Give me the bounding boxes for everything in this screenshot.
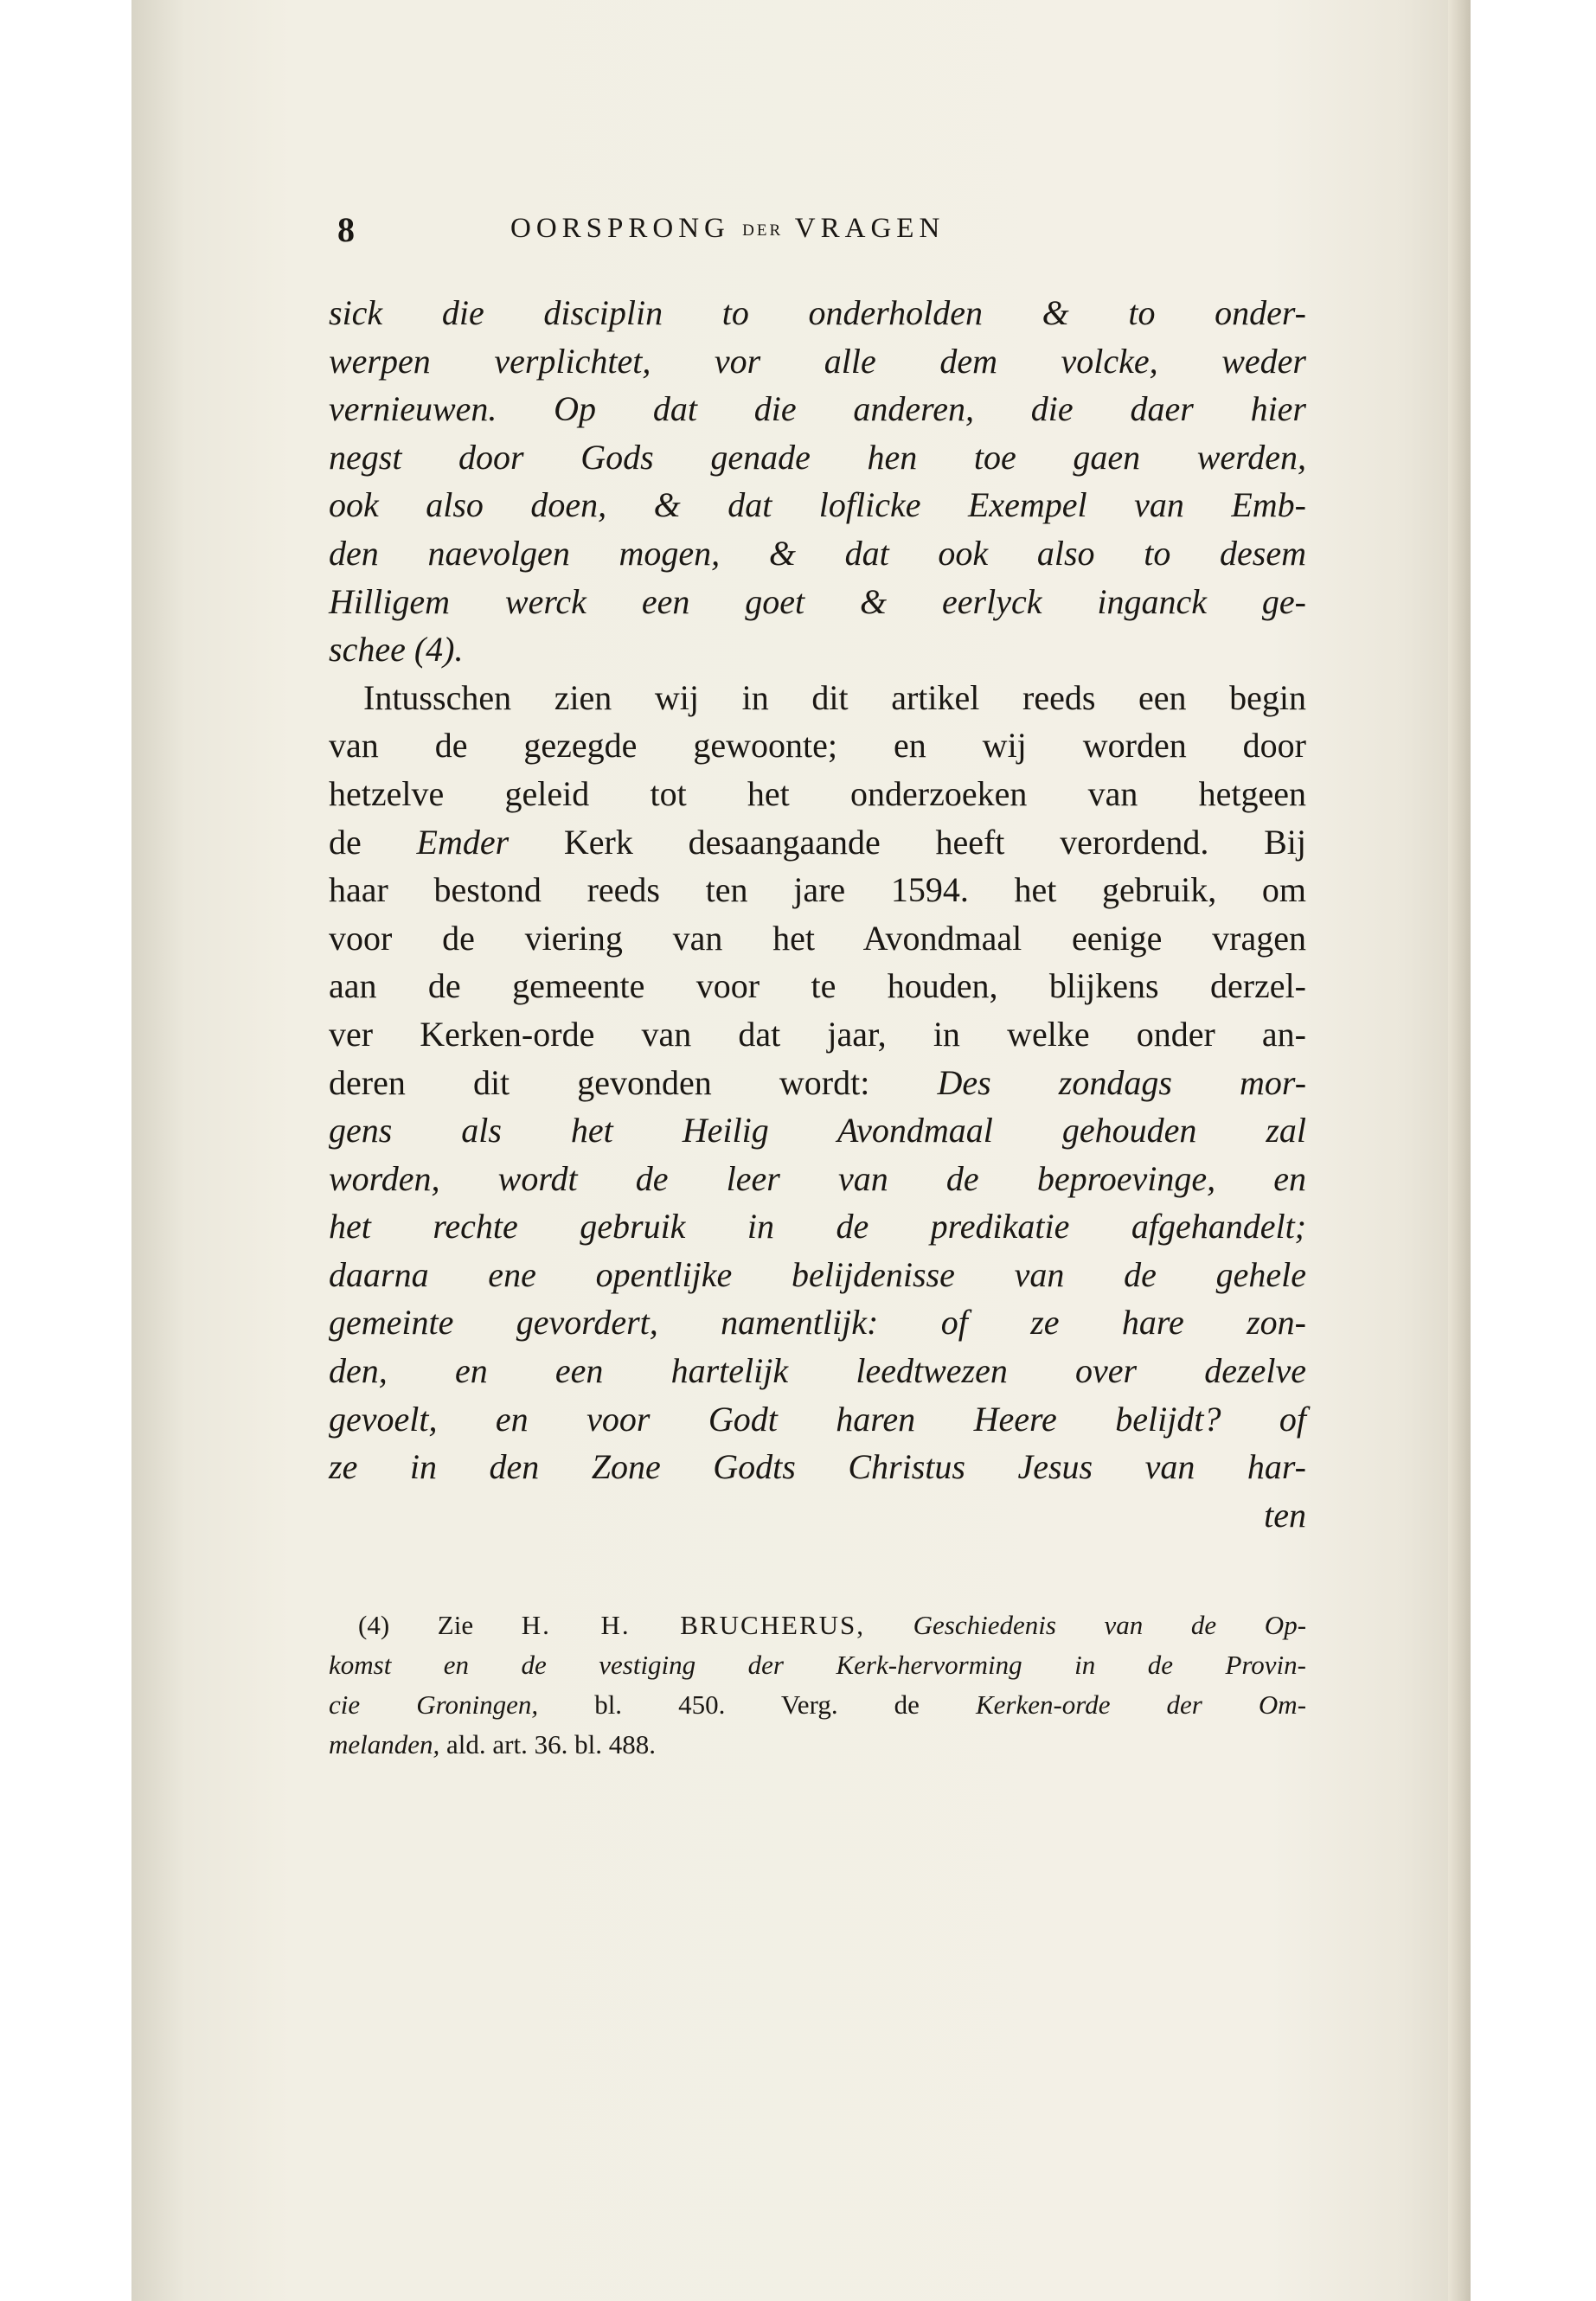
footnote-line (329, 1725, 1306, 1765)
text-line: hetzelve geleid tot het onderzoeken van hetgeen (329, 773, 1306, 813)
text-line: worden, wordt de leer van de beproevinge, en (329, 1158, 1306, 1198)
text-line: voor de viering van het Avondmaal eenige vragen (329, 918, 1306, 958)
footnote-italic: cie Groningen, (329, 1689, 539, 1720)
footnote-roman: bl. 450. Verg. de (594, 1689, 920, 1720)
emphasis: Emder (416, 822, 510, 862)
text-line: werpen verplichtet, vor alle dem volcke, weder (329, 341, 1306, 381)
text-line: vernieuwen. Op dat die anderen, die daer hier (329, 389, 1306, 429)
text-line: Hilligem werck een goet & eerlyck inganck ge- (329, 581, 1306, 621)
text-line: gemeinte gevordert, namentlijk: of ze hare zon- (329, 1303, 1306, 1343)
footnote-line (329, 1606, 1306, 1645)
text-line: gevoelt, en voor Godt haren Heere belijdt? of (329, 1399, 1306, 1439)
footnote-author: H. H. BRUCHERUS, (521, 1610, 866, 1640)
text-line: ook also doen, & dat loflicke Exempel van Emb- (329, 485, 1306, 525)
text-line: het rechte gebruik in de predikatie afgehandelt; (329, 1207, 1306, 1247)
running-title (510, 213, 945, 245)
footnote-line: komst en de vestiging der Kerk-hervorming in de Provin- (329, 1650, 1306, 1680)
page-number: 8 (337, 210, 355, 249)
catchword: ten (1264, 1495, 1306, 1535)
footnote-italic: melanden, (329, 1729, 440, 1759)
footnote (329, 1606, 1306, 1765)
text-line: deren dit gevonden wordt: Des zondags mor- (329, 1062, 1307, 1102)
running-title-part2: VRAGEN (794, 213, 945, 244)
body-text (329, 289, 1306, 1539)
text-line: aan de gemeente voor te houden, blijkens derzel- (329, 966, 1306, 1006)
emphasis: Des zondags mor- (937, 1062, 1307, 1102)
footnote-line (329, 1685, 1306, 1725)
text-line: den naevolgen mogen, & dat ook also to desem (329, 533, 1306, 573)
text-line: ze in den Zone Godts Christus Jesus van har- (329, 1447, 1306, 1487)
text-line: sick die disciplin to onderholden & to onder- (329, 293, 1306, 332)
text-line: schee (4). (329, 630, 464, 670)
running-title-small: DER (742, 221, 784, 240)
paragraph-start: Intusschen zien wij in dit artikel reeds een begin (363, 677, 1306, 717)
text-line: daarna ene opentlijke belijdenisse van de gehele (329, 1254, 1306, 1294)
running-header (337, 208, 1202, 260)
text-line: negst door Gods genade hen toe gaen werden, (329, 437, 1306, 477)
running-title-part1: OORSPRONG (510, 213, 730, 244)
footnote-italic: Kerken-orde der Om- (975, 1689, 1307, 1720)
text-line: gens als het Heilig Avondmaal gehouden zal (329, 1111, 1306, 1150)
footnote-title: Geschiedenis van de Op- (913, 1610, 1307, 1640)
text-line: haar bestond reeds ten jare 1594. het gebruik, om (329, 870, 1306, 910)
page-edge (1448, 0, 1471, 2301)
footnote-see: Zie (437, 1610, 474, 1640)
text-line: ver Kerken-orde van dat jaar, in welke onder an- (329, 1014, 1306, 1054)
text-line: de Emder Kerk desaangaande heeft verordend. Bij (329, 822, 1306, 862)
text-line: van de gezegde gewoonte; en wij worden door (329, 726, 1306, 766)
footnote-mark: (4) (358, 1610, 390, 1640)
footnote-roman: ald. art. 36. bl. 488. (446, 1729, 656, 1759)
text-line: den, en een hartelijk leedtwezen over dezelve (329, 1351, 1306, 1391)
